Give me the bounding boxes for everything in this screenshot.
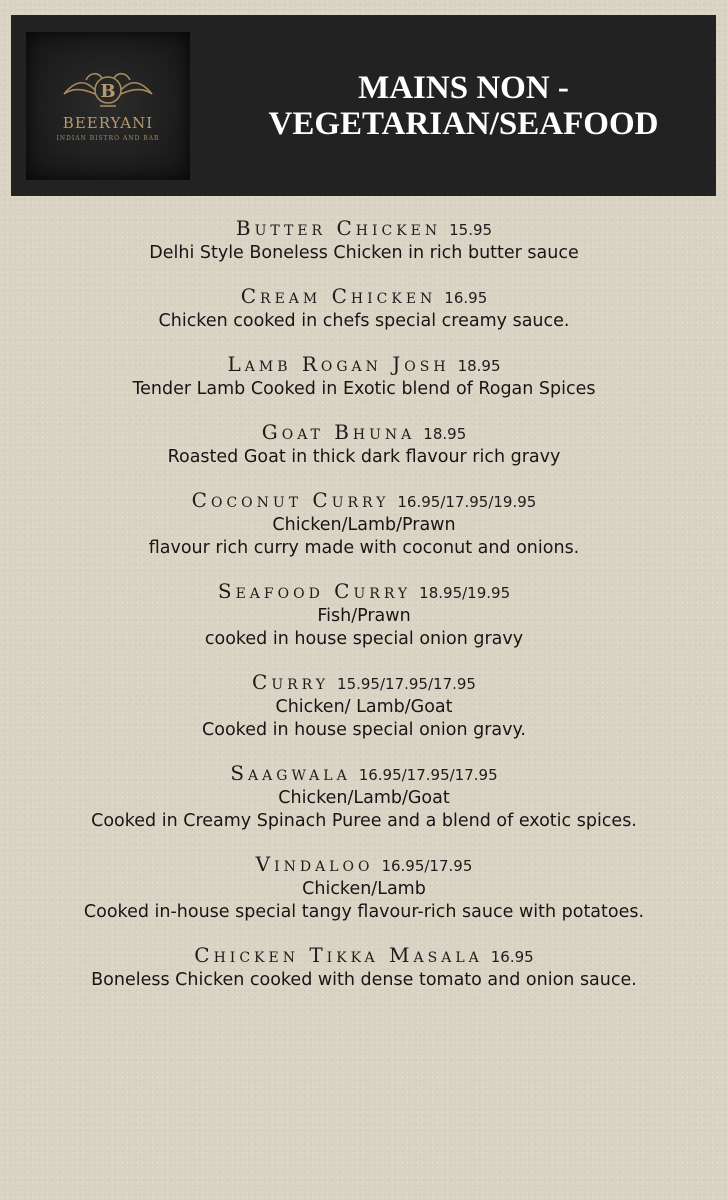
item-description: Cooked in house special onion gravy. [202,720,526,740]
item-options: Chicken/Lamb/Goat [278,788,450,808]
item-description: Chicken cooked in chefs special creamy sauce. [158,311,570,331]
item-name: Butter Chicken [235,216,442,240]
item-name: Saagwala [230,761,351,785]
item-description: Roasted Goat in thick dark flavour rich gravy [167,447,561,467]
item-heading [0,943,728,969]
menu-item [0,761,728,833]
menu-list [0,216,728,1011]
item-description: cooked in house special onion gravy [204,629,524,649]
item-price: 16.95/17.95/19.95 [397,493,537,511]
item-name: Goat Bhuna [261,420,416,444]
title-line-1: MAINS NON - [358,70,569,106]
menu-header [11,15,716,196]
item-name: Seafood Curry [217,579,412,603]
item-price: 18.95 [423,425,467,443]
menu-item [0,943,728,992]
item-options: Chicken/Lamb [302,879,426,899]
item-description: Boneless Chicken cooked with dense tomato and onion sauce. [91,970,637,990]
item-heading [0,284,728,310]
item-description: flavour rich curry made with coconut and onions. [148,538,580,558]
logo-wordmark: BEERYANI [62,114,154,132]
item-price: 16.95 [444,289,488,307]
item-options: Chicken/ Lamb/Goat [275,697,453,717]
item-name: Vindaloo [255,852,374,876]
item-name: Chicken Tikka Masala [194,943,483,967]
item-description: Tender Lamb Cooked in Exotic blend of Rogan Spices [132,379,596,399]
item-name: Lamb Rogan Josh [227,352,450,376]
item-name: Curry [252,670,330,694]
menu-item [0,670,728,742]
item-price: 16.95 [490,948,534,966]
page-title [221,70,706,142]
item-heading [0,852,728,878]
item-price: 16.95/17.95/17.95 [358,766,498,784]
item-price: 15.95 [449,221,493,239]
item-name: Coconut Curry [191,488,390,512]
item-description: Cooked in-house special tangy flavour-rich sauce with potatoes. [83,902,645,922]
menu-item [0,352,728,401]
item-options: Fish/Prawn [317,606,411,626]
item-description: Delhi Style Boneless Chicken in rich butter sauce [149,243,579,263]
menu-item [0,852,728,924]
menu-item [0,579,728,651]
menu-item [0,420,728,469]
menu-item [0,488,728,560]
item-price: 18.95 [457,357,501,375]
item-price: 15.95/17.95/17.95 [337,675,476,693]
svg-text:B: B [100,81,116,102]
item-options: Chicken/Lamb/Prawn [272,515,456,535]
item-heading [0,420,728,446]
ornament-icon [56,68,160,116]
menu-item [0,216,728,265]
item-heading [0,216,728,242]
item-heading [0,488,728,514]
logo-tagline: INDIAN BISTRO AND BAR [56,135,160,142]
item-heading [0,579,728,605]
beeryani-logo [26,32,190,180]
menu-item [0,284,728,333]
title-line-2: VEGETARIAN/SEAFOOD [268,106,659,142]
item-name: Cream Chicken [240,284,437,308]
item-heading [0,670,728,696]
item-heading [0,761,728,787]
item-description: Cooked in Creamy Spinach Puree and a blend of exotic spices. [91,811,637,831]
item-heading [0,352,728,378]
item-price: 18.95/19.95 [419,584,511,602]
item-price: 16.95/17.95 [381,857,473,875]
